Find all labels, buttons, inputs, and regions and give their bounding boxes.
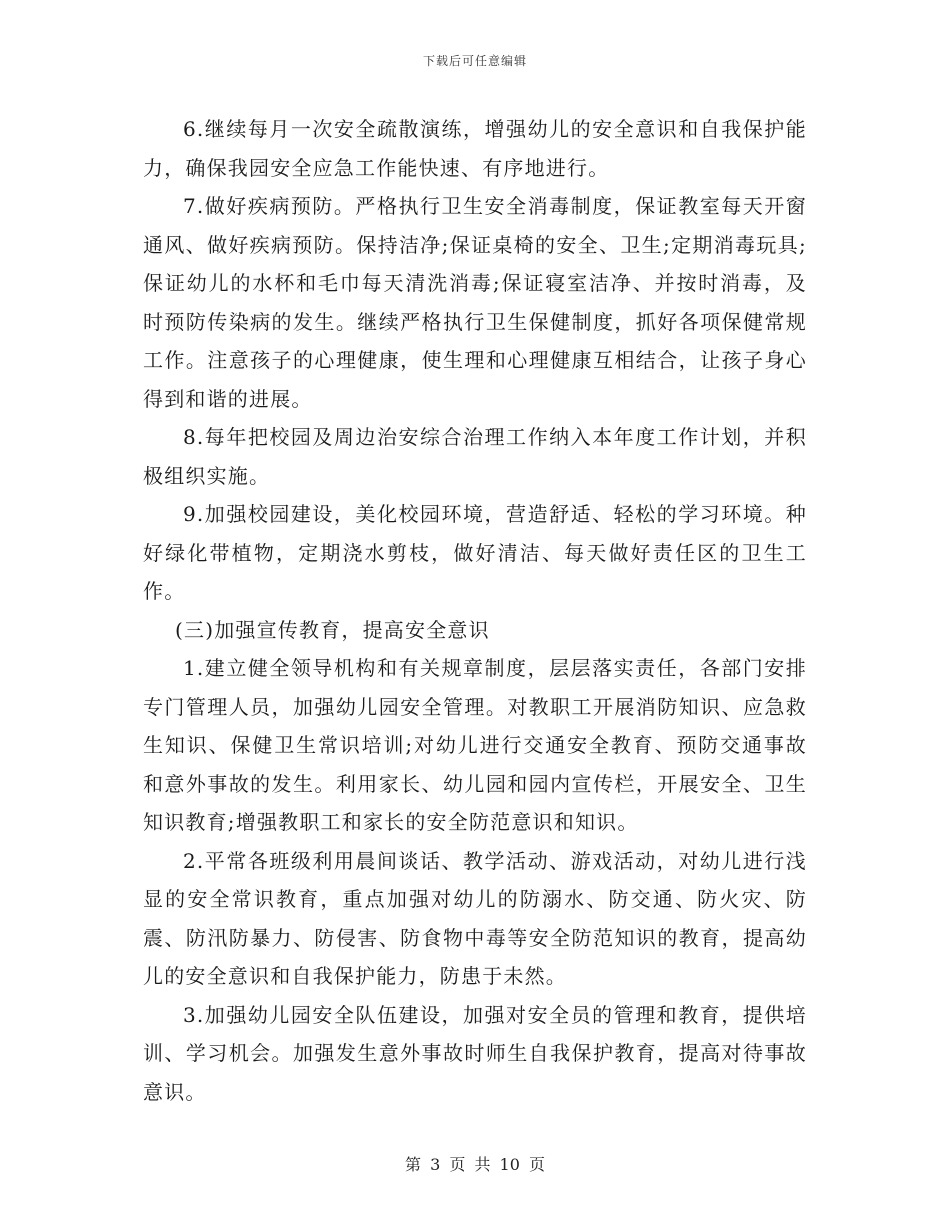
page-header-note: 下载后可任意编辑: [422, 54, 527, 68]
paragraph-item-8: 8.每年把校园及周边治安综合治理工作纳入本年度工作计划，并积极组织实施。: [143, 425, 807, 488]
paragraph-item-2: 2.平常各班级利用晨间谈话、教学活动、游戏活动，对幼儿进行浅显的安全常识教育，重点加强对幼儿的防溺水、防交通、防火灾、防震、防汛防暴力、防侵害、防食物中毒等安全防范知识的教育，提高幼儿的安全意识和自我保护能力，防患于未然。: [143, 848, 807, 988]
paragraph-item-7: 7.做好疾病预防。严格执行卫生安全消毒制度，保证教室每天开窗通风、做好疾病预防。保持洁净;保证桌椅的安全、卫生;定期消毒玩具;保证幼儿的水杯和毛巾每天清洗消毒;保证寝室洁净、并按时消毒，及时预防传染病的发生。继续严格执行卫生保健制度，抓好各项保健常规工作。注意孩子的心理健康，使生理和心理健康互相结合，让孩子身心得到和谐的进展。: [143, 194, 807, 411]
section-heading: (三)加强宣传教育，提高安全意识: [175, 617, 490, 642]
paragraph-item-1: 1.建立健全领导机构和有关规章制度，层层落实责任，各部门安排专门管理人员，加强幼儿园安全管理。对教职工开展消防知识、应急救生知识、保健卫生常识培训;对幼儿进行交通安全教育、预防交通事故和意外事故的发生。利用家长、幼儿园和园内宣传栏，开展安全、卫生知识教育;增强教职工和家长的安全防范意识和知识。: [143, 656, 807, 834]
paragraph-item-9: 9.加强校园建设，美化校园环境，营造舒适、轻松的学习环境。种好绿化带植物，定期浇水剪枝，做好清洁、每天做好责任区的卫生工作。: [143, 502, 807, 603]
page-number: 第 3 页 共 10 页: [405, 1155, 545, 1174]
document-body: [143, 110, 807, 1111]
paragraph-item-6: 6.继续每月一次安全疏散演练，增强幼儿的安全意识和自我保护能力，确保我园安全应急工作能快速、有序地进行。: [143, 117, 807, 180]
paragraph-item-3: 3.加强幼儿园安全队伍建设，加强对安全员的管理和教育，提供培训、学习机会。加强发生意外事故时师生自我保护教育，提高对待事故意识。: [143, 1002, 807, 1104]
